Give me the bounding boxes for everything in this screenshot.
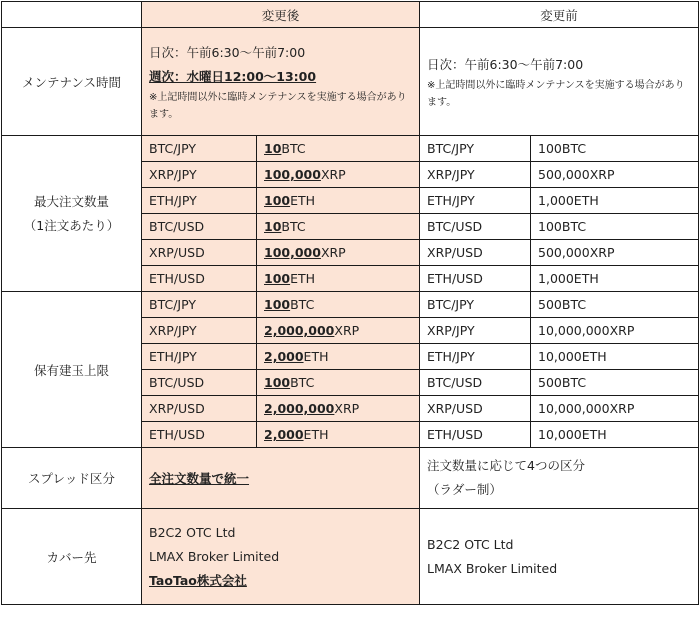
after-unit: BTC bbox=[281, 141, 306, 156]
after-unit: BTC bbox=[281, 219, 306, 234]
pair-cell: XRP/USD bbox=[142, 240, 257, 266]
maintenance-after bbox=[142, 28, 420, 136]
pair-cell: ETH/JPY bbox=[142, 188, 257, 214]
pair-cell: ETH/USD bbox=[142, 422, 257, 448]
after-unit: BTC bbox=[290, 297, 315, 312]
before-value-cell: 10,000,000XRP bbox=[531, 396, 699, 422]
after-value-cell bbox=[257, 188, 420, 214]
before-value-cell: 100BTC bbox=[531, 136, 699, 162]
maintenance-after-weekly: 週次：水曜日12:00～13:00 bbox=[149, 68, 317, 84]
position-limit-label: 保有建玉上限 bbox=[2, 292, 142, 448]
before-pair-cell: XRP/JPY bbox=[420, 162, 531, 188]
cover-label: カバー先 bbox=[2, 509, 142, 605]
after-unit: XRP bbox=[320, 167, 346, 182]
before-value-cell: 1,000ETH bbox=[531, 266, 699, 292]
before-pair-cell: BTC/USD bbox=[420, 214, 531, 240]
cover-after bbox=[142, 509, 420, 605]
pair-cell: BTC/USD bbox=[142, 214, 257, 240]
max-order-label-line2: （1注文あたり） bbox=[23, 217, 120, 233]
after-number: 100 bbox=[264, 271, 291, 286]
after-value-cell bbox=[257, 318, 420, 344]
cover-row bbox=[2, 509, 699, 605]
cover-before-item: B2C2 OTC Ltd bbox=[427, 536, 514, 552]
before-value-cell: 500BTC bbox=[531, 370, 699, 396]
spread-before bbox=[420, 448, 699, 509]
after-number: 100,000 bbox=[264, 245, 321, 260]
before-pair-cell: ETH/USD bbox=[420, 422, 531, 448]
after-value-cell bbox=[257, 292, 420, 318]
after-unit: ETH bbox=[290, 271, 316, 286]
after-number: 100 bbox=[264, 193, 291, 208]
pair-cell: ETH/JPY bbox=[142, 344, 257, 370]
comparison-table bbox=[1, 1, 699, 605]
after-number: 100 bbox=[264, 375, 291, 390]
cover-before bbox=[420, 509, 699, 605]
after-unit: ETH bbox=[303, 427, 329, 442]
after-unit: XRP bbox=[320, 245, 346, 260]
after-value-cell bbox=[257, 214, 420, 240]
after-number: 2,000 bbox=[264, 427, 304, 442]
after-number: 2,000,000 bbox=[264, 401, 335, 416]
after-number: 100,000 bbox=[264, 167, 321, 182]
before-value-cell: 500BTC bbox=[531, 292, 699, 318]
spread-before-line2: （ラダー制） bbox=[427, 482, 502, 497]
maintenance-row bbox=[2, 28, 699, 136]
pair-cell: BTC/USD bbox=[142, 370, 257, 396]
before-value-cell: 1,000ETH bbox=[531, 188, 699, 214]
after-unit: BTC bbox=[290, 375, 315, 390]
max-order-row bbox=[2, 136, 699, 162]
maintenance-after-daily: 日次：午前6:30～午前7:00 bbox=[149, 44, 306, 60]
pair-cell: XRP/JPY bbox=[142, 318, 257, 344]
before-pair-cell: ETH/JPY bbox=[420, 188, 531, 214]
after-number: 2,000,000 bbox=[264, 323, 335, 338]
after-value-cell bbox=[257, 422, 420, 448]
after-value-cell bbox=[257, 370, 420, 396]
spread-row bbox=[2, 448, 699, 509]
maintenance-before bbox=[420, 28, 699, 136]
before-pair-cell: BTC/JPY bbox=[420, 292, 531, 318]
before-value-cell: 500,000XRP bbox=[531, 240, 699, 266]
pair-cell: XRP/USD bbox=[142, 396, 257, 422]
pair-cell: ETH/USD bbox=[142, 266, 257, 292]
cover-before-item: LMAX Broker Limited bbox=[427, 560, 558, 576]
after-unit: XRP bbox=[334, 401, 360, 416]
maintenance-after-note: ※上記時間以外に臨時メンテナンスを実施する場合があります。 bbox=[149, 91, 407, 120]
after-value-cell bbox=[257, 240, 420, 266]
max-order-label-line1: 最大注文数量 bbox=[33, 193, 109, 209]
after-unit: ETH bbox=[303, 349, 329, 364]
header-row bbox=[2, 2, 699, 28]
before-value-cell: 10,000,000XRP bbox=[531, 318, 699, 344]
before-pair-cell: BTC/JPY bbox=[420, 136, 531, 162]
after-value-cell bbox=[257, 396, 420, 422]
before-pair-cell: XRP/USD bbox=[420, 396, 531, 422]
pair-cell: BTC/JPY bbox=[142, 292, 257, 318]
cover-after-item: TaoTao株式会社 bbox=[149, 572, 247, 588]
cover-after-item: B2C2 OTC Ltd bbox=[149, 524, 236, 540]
spread-after bbox=[142, 448, 420, 509]
before-value-cell: 500,000XRP bbox=[531, 162, 699, 188]
after-number: 10 bbox=[264, 141, 282, 156]
maintenance-label: メンテナンス時間 bbox=[2, 28, 142, 136]
header-after: 変更後 bbox=[142, 2, 420, 28]
after-value-cell bbox=[257, 162, 420, 188]
pair-cell: BTC/JPY bbox=[142, 136, 257, 162]
maintenance-before-note: ※上記時間以外に臨時メンテナンスを実施する場合があります。 bbox=[427, 79, 685, 108]
before-pair-cell: ETH/JPY bbox=[420, 344, 531, 370]
before-pair-cell: ETH/USD bbox=[420, 266, 531, 292]
before-pair-cell: XRP/JPY bbox=[420, 318, 531, 344]
after-value-cell bbox=[257, 266, 420, 292]
after-unit: ETH bbox=[290, 193, 316, 208]
before-pair-cell: XRP/USD bbox=[420, 240, 531, 266]
maintenance-before-daily: 日次：午前6:30～午前7:00 bbox=[427, 56, 584, 72]
after-number: 10 bbox=[264, 219, 282, 234]
before-value-cell: 10,000ETH bbox=[531, 344, 699, 370]
spread-label: スプレッド区分 bbox=[2, 448, 142, 509]
max-order-label bbox=[2, 136, 142, 292]
after-value-cell bbox=[257, 136, 420, 162]
before-pair-cell: BTC/USD bbox=[420, 370, 531, 396]
spread-after-text: 全注文数量で統一 bbox=[149, 471, 250, 486]
after-number: 100 bbox=[264, 297, 291, 312]
after-number: 2,000 bbox=[264, 349, 304, 364]
spread-before-line1: 注文数量に応じて4つの区分 bbox=[427, 458, 585, 473]
before-value-cell: 10,000ETH bbox=[531, 422, 699, 448]
after-value-cell bbox=[257, 344, 420, 370]
position-limit-row bbox=[2, 292, 699, 318]
cover-after-item: LMAX Broker Limited bbox=[149, 548, 280, 564]
before-value-cell: 100BTC bbox=[531, 214, 699, 240]
after-unit: XRP bbox=[334, 323, 360, 338]
header-before: 変更前 bbox=[420, 2, 699, 28]
pair-cell: XRP/JPY bbox=[142, 162, 257, 188]
header-blank bbox=[2, 2, 142, 28]
